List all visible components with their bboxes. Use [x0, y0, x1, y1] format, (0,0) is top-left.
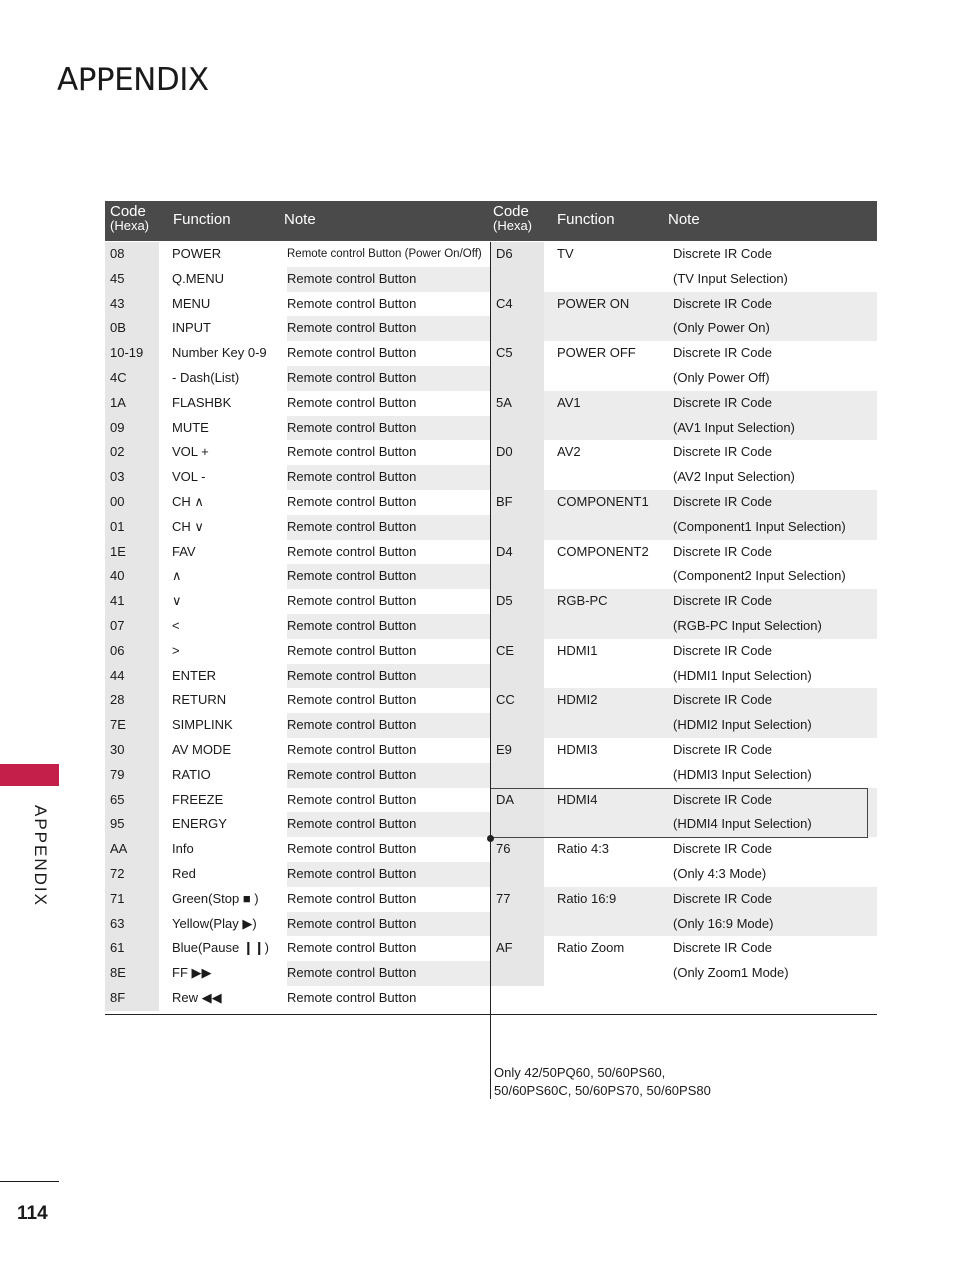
- note-cell: Discrete IR Code: [673, 642, 772, 658]
- header-hexa-label: (Hexa): [110, 218, 150, 233]
- function-cell: AV MODE: [172, 742, 231, 757]
- table-row: [105, 440, 877, 465]
- function-cell: >: [172, 642, 180, 658]
- code-cell: 09: [110, 419, 125, 435]
- note-cell: Remote control Button: [287, 593, 417, 609]
- note-cell: Discrete IR Code: [673, 345, 772, 361]
- code-cell: 10-19: [110, 345, 144, 361]
- table-row: [105, 540, 877, 565]
- table-row: [105, 490, 877, 515]
- note-cell: Remote control Button (Power On/Off): [287, 248, 482, 260]
- function-cell: ENERGY: [172, 816, 227, 832]
- code-cell: 63: [110, 915, 125, 931]
- function-cell: - Dash(List): [172, 370, 240, 385]
- function-cell: <: [172, 618, 180, 633]
- code-cell: 1E: [110, 543, 126, 559]
- note-cell: Remote control Button: [287, 543, 417, 559]
- page-number-rule: [0, 1181, 59, 1182]
- note-cell-detail: (Only Zoom1 Mode): [673, 965, 789, 981]
- note-cell-detail: (Only 4:3 Mode): [673, 866, 767, 881]
- note-cell: Remote control Button: [287, 642, 417, 658]
- code-cell: 0B: [110, 320, 126, 336]
- function-cell: HDMI2: [557, 692, 598, 708]
- section-side-label: APPENDIX: [31, 805, 50, 907]
- note-cell: Remote control Button: [287, 667, 417, 683]
- header-code-label: Code: [110, 203, 146, 220]
- function-cell: Ratio Zoom: [557, 940, 625, 956]
- function-cell: TV: [557, 246, 574, 261]
- model-callout-box: [491, 788, 868, 838]
- code-cell: C5: [496, 345, 513, 361]
- code-cell: 71: [110, 890, 125, 906]
- note-cell: Remote control Button: [287, 270, 417, 286]
- table-row-continuation: [105, 366, 877, 391]
- function-cell: COMPONENT1: [557, 494, 649, 509]
- note-cell-detail: (RGB-PC Input Selection): [673, 618, 822, 633]
- table-row-continuation: [105, 614, 877, 639]
- note-cell: Discrete IR Code: [673, 246, 772, 261]
- code-cell: 72: [110, 866, 125, 881]
- function-cell: RETURN: [172, 692, 227, 708]
- code-cell: D0: [496, 444, 513, 460]
- header-code-label: Code: [493, 203, 529, 220]
- code-cell: 45: [110, 270, 125, 286]
- note-cell: Discrete IR Code: [673, 692, 772, 708]
- function-cell: CH ∨: [172, 518, 204, 534]
- table-row-continuation: [105, 465, 877, 490]
- table-row: [105, 887, 877, 912]
- note-cell-detail: (TV Input Selection): [673, 270, 788, 286]
- table-row-continuation: [105, 763, 877, 788]
- code-cell: 61: [110, 940, 125, 956]
- function-cell: HDMI1: [557, 642, 598, 658]
- note-cell: Discrete IR Code: [673, 841, 772, 857]
- function-cell: Q.MENU: [172, 270, 224, 286]
- code-cell: D6: [496, 246, 513, 261]
- function-cell: Yellow(Play ▶): [172, 915, 257, 931]
- note-cell-detail: (Only Power On): [673, 320, 770, 336]
- function-cell: ∧: [172, 568, 182, 584]
- note-cell: Remote control Button: [287, 816, 417, 832]
- table-row-continuation: [105, 713, 877, 738]
- function-cell: Blue(Pause ❙❙): [172, 940, 269, 956]
- table-row: [105, 738, 877, 763]
- table-row: [105, 242, 877, 267]
- note-cell-detail: (Component2 Input Selection): [673, 568, 846, 584]
- note-cell: Discrete IR Code: [673, 394, 772, 410]
- code-cell: 95: [110, 816, 125, 832]
- code-cell: 8E: [110, 965, 126, 981]
- table-row: [105, 341, 877, 366]
- table-row-continuation: [105, 416, 877, 441]
- note-cell: Discrete IR Code: [673, 593, 772, 609]
- note-cell-detail: (HDMI4 Input Selection): [673, 816, 812, 832]
- header-code-left: [110, 204, 149, 233]
- note-cell: Remote control Button: [287, 469, 417, 485]
- code-cell: AF: [496, 940, 513, 956]
- code-cell: 40: [110, 568, 125, 584]
- note-cell-detail: (Only Power Off): [673, 370, 770, 385]
- header-hexa-label: (Hexa): [493, 218, 533, 233]
- function-cell: FLASHBK: [172, 394, 232, 410]
- note-cell: Discrete IR Code: [673, 742, 772, 757]
- code-cell: AA: [110, 841, 128, 857]
- function-cell: Rew ◀◀: [172, 990, 222, 1005]
- function-cell: Number Key 0-9: [172, 345, 267, 361]
- note-cell: Remote control Button: [287, 370, 417, 385]
- note-cell: Remote control Button: [287, 990, 417, 1005]
- note-cell-detail: (Only 16:9 Mode): [673, 915, 774, 931]
- table-row-continuation: [105, 862, 877, 887]
- code-cell: 03: [110, 469, 125, 485]
- table-row: [105, 986, 877, 1011]
- function-cell: Red: [172, 866, 196, 881]
- note-cell: Remote control Button: [287, 345, 417, 361]
- footnote-line-1: Only 42/50PQ60, 50/60PS60,: [494, 1065, 666, 1080]
- function-cell: RGB-PC: [557, 593, 608, 609]
- note-cell: Remote control Button: [287, 394, 417, 410]
- note-cell-detail: (Component1 Input Selection): [673, 518, 846, 534]
- function-cell: Green(Stop ■ ): [172, 890, 259, 906]
- table-row: [105, 589, 877, 614]
- code-cell: D4: [496, 543, 513, 559]
- code-cell: 7E: [110, 717, 126, 733]
- note-cell: Remote control Button: [287, 518, 417, 534]
- note-cell: Remote control Button: [287, 618, 417, 633]
- table-row-continuation: [105, 267, 877, 292]
- column-divider: [490, 242, 491, 1099]
- table-row: [105, 936, 877, 961]
- table-row-continuation: [105, 515, 877, 540]
- table-row: [105, 292, 877, 317]
- function-cell: Ratio 4:3: [557, 841, 610, 857]
- note-cell-detail: (HDMI1 Input Selection): [673, 667, 812, 683]
- function-cell: HDMI4: [557, 791, 598, 807]
- code-cell: E9: [496, 742, 512, 757]
- note-cell: Remote control Button: [287, 444, 417, 460]
- code-cell: DA: [496, 791, 515, 807]
- function-cell: AV1: [557, 394, 581, 410]
- code-cell: 43: [110, 295, 125, 311]
- table-row: [105, 391, 877, 416]
- function-cell: HDMI3: [557, 742, 598, 757]
- note-cell: Remote control Button: [287, 568, 417, 584]
- code-cell: 5A: [496, 394, 512, 410]
- page-number: 114: [17, 1203, 48, 1224]
- note-cell-detail: (AV2 Input Selection): [673, 469, 795, 485]
- code-cell: BF: [496, 494, 513, 509]
- function-cell: ∨: [172, 593, 182, 609]
- code-cell: 76: [496, 841, 511, 857]
- note-cell-detail: (HDMI2 Input Selection): [673, 717, 812, 733]
- note-cell: Remote control Button: [287, 841, 417, 857]
- note-cell: Remote control Button: [287, 295, 417, 311]
- table-row-continuation: [105, 664, 877, 689]
- table-row-continuation: [105, 912, 877, 937]
- note-cell: Remote control Button: [287, 915, 417, 931]
- code-cell: 4C: [110, 370, 127, 385]
- function-cell: ENTER: [172, 667, 217, 683]
- note-cell: Remote control Button: [287, 965, 417, 981]
- function-cell: SIMPLINK: [172, 717, 233, 733]
- note-cell: Remote control Button: [287, 940, 417, 956]
- code-cell: 28: [110, 692, 125, 708]
- section-tab: [0, 764, 59, 786]
- note-cell-detail: (HDMI3 Input Selection): [673, 766, 812, 782]
- header-function-right: Function: [557, 211, 615, 228]
- header-note-right: Note: [668, 211, 700, 228]
- function-cell: POWER ON: [557, 295, 630, 311]
- note-cell: Remote control Button: [287, 494, 417, 509]
- function-cell: CH ∧: [172, 494, 204, 509]
- function-cell: POWER: [172, 246, 222, 261]
- note-cell-detail: (AV1 Input Selection): [673, 419, 795, 435]
- function-cell: FREEZE: [172, 791, 224, 807]
- note-cell: Remote control Button: [287, 419, 417, 435]
- note-cell: Discrete IR Code: [673, 295, 772, 311]
- table-row: [105, 639, 877, 664]
- note-cell: Remote control Button: [287, 692, 417, 708]
- function-cell: VOL -: [172, 469, 206, 485]
- note-cell: Remote control Button: [287, 791, 417, 807]
- function-cell: VOL +: [172, 444, 209, 460]
- page-title: APPENDIX: [57, 62, 209, 98]
- note-cell: Remote control Button: [287, 717, 417, 733]
- table-row: [105, 688, 877, 713]
- note-cell: Discrete IR Code: [673, 543, 772, 559]
- code-cell: C4: [496, 295, 513, 311]
- function-cell: FAV: [172, 543, 196, 559]
- code-cell: 44: [110, 667, 125, 683]
- header-note-left: Note: [284, 211, 316, 228]
- code-cell: CE: [496, 642, 515, 658]
- note-cell: Remote control Button: [287, 742, 417, 757]
- function-cell: MUTE: [172, 419, 209, 435]
- function-cell: Info: [172, 841, 194, 857]
- function-cell: AV2: [557, 444, 581, 460]
- function-cell: RATIO: [172, 766, 211, 782]
- code-cell: 07: [110, 618, 125, 633]
- footnote-line-2: 50/60PS60C, 50/60PS70, 50/60PS80: [494, 1083, 711, 1098]
- code-cell: 41: [110, 593, 125, 609]
- model-footnote: [494, 1064, 711, 1100]
- code-cell: 00: [110, 494, 125, 509]
- header-function-left: Function: [173, 211, 231, 228]
- function-cell: INPUT: [172, 320, 211, 336]
- note-cell: Remote control Button: [287, 866, 417, 881]
- code-cell: 79: [110, 766, 125, 782]
- header-code-right: [493, 204, 532, 233]
- function-cell: COMPONENT2: [557, 543, 649, 559]
- code-cell: 1A: [110, 394, 126, 410]
- code-cell: CC: [496, 692, 515, 708]
- code-cell: 08: [110, 246, 125, 261]
- note-cell: Discrete IR Code: [673, 890, 772, 906]
- code-cell: 02: [110, 444, 125, 460]
- code-cell: 8F: [110, 990, 126, 1005]
- note-cell: Discrete IR Code: [673, 940, 772, 956]
- table-bottom-rule: [105, 1014, 877, 1015]
- table-row-continuation: [105, 961, 877, 986]
- function-cell: FF ▶▶: [172, 965, 212, 981]
- function-cell: Ratio 16:9: [557, 890, 617, 906]
- note-cell: Discrete IR Code: [673, 444, 772, 460]
- note-cell: Remote control Button: [287, 320, 417, 336]
- code-cell: 01: [110, 518, 125, 534]
- note-cell: Discrete IR Code: [673, 494, 772, 509]
- callout-dot: [487, 835, 494, 842]
- code-cell: 06: [110, 642, 125, 658]
- note-cell: Remote control Button: [287, 890, 417, 906]
- code-cell: 30: [110, 742, 125, 757]
- code-cell: 65: [110, 791, 125, 807]
- function-cell: MENU: [172, 295, 211, 311]
- note-cell: Discrete IR Code: [673, 791, 772, 807]
- code-cell: 77: [496, 890, 511, 906]
- table-row-continuation: [105, 564, 877, 589]
- table-row-continuation: [105, 316, 877, 341]
- note-cell: Remote control Button: [287, 766, 417, 782]
- code-cell: D5: [496, 593, 513, 609]
- function-cell: POWER OFF: [557, 345, 636, 361]
- table-header: [105, 201, 877, 241]
